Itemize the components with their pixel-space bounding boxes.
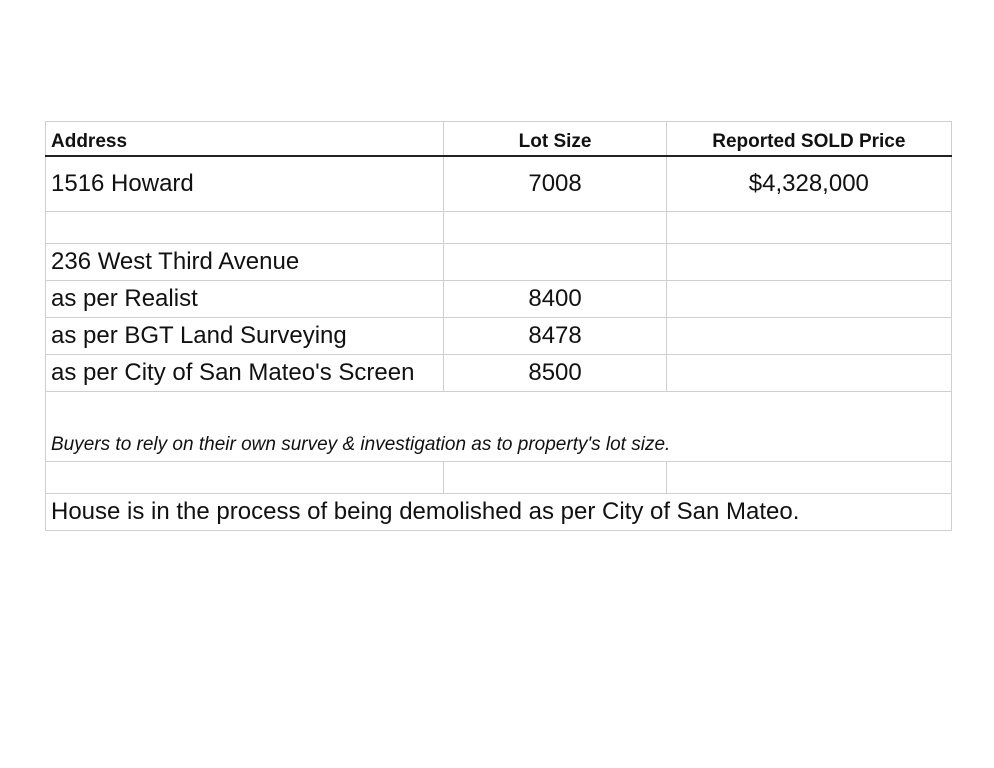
demolition-note: House is in the process of being demolished as per City of San Mateo.	[46, 494, 952, 531]
cell-price	[666, 281, 951, 318]
cell-address	[46, 212, 444, 244]
cell-price	[666, 462, 951, 494]
footer-row	[46, 494, 952, 531]
cell-lot-size: 8500	[444, 355, 666, 392]
cell-lot-size: 7008	[444, 156, 666, 212]
cell-lot-size	[444, 244, 666, 281]
table-row	[46, 212, 952, 244]
header-row	[46, 122, 952, 157]
table-row	[46, 244, 952, 281]
cell-address: as per Realist	[46, 281, 444, 318]
header-price: Reported SOLD Price	[666, 122, 951, 157]
cell-price	[666, 244, 951, 281]
disclaimer-note: Buyers to rely on their own survey & investigation as to property's lot size.	[46, 392, 952, 462]
cell-lot-size: 8478	[444, 318, 666, 355]
note-row	[46, 392, 952, 462]
cell-price	[666, 212, 951, 244]
cell-lot-size	[444, 212, 666, 244]
cell-address: as per BGT Land Surveying	[46, 318, 444, 355]
cell-price	[666, 318, 951, 355]
cell-address: 236 West Third Avenue	[46, 244, 444, 281]
cell-lot-size	[444, 462, 666, 494]
cell-address: 1516 Howard	[46, 156, 444, 212]
header-address: Address	[46, 122, 444, 157]
table-row	[46, 318, 952, 355]
cell-address: as per City of San Mateo's Screen	[46, 355, 444, 392]
cell-lot-size: 8400	[444, 281, 666, 318]
table-row	[46, 156, 952, 212]
table-row	[46, 281, 952, 318]
header-lot-size: Lot Size	[444, 122, 666, 157]
cell-price	[666, 355, 951, 392]
lot-size-table	[45, 121, 952, 531]
cell-address	[46, 462, 444, 494]
cell-price: $4,328,000	[666, 156, 951, 212]
table-row	[46, 355, 952, 392]
table-row	[46, 462, 952, 494]
